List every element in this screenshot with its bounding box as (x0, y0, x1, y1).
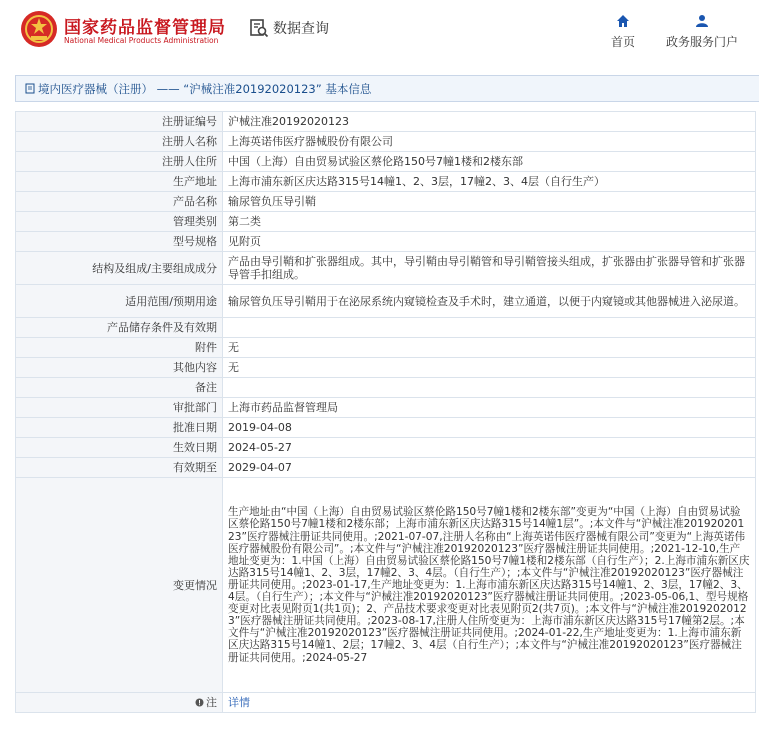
table-row (16, 418, 756, 438)
row-label: 产品名称 (16, 192, 223, 212)
row-value: 上海市药品监督管理局 (223, 398, 756, 418)
table-row (16, 112, 756, 132)
table-row (16, 458, 756, 478)
info-table (15, 111, 756, 713)
logo-title-cn[interactable]: 国家药品监督管理局 (64, 18, 226, 38)
logo-title-en[interactable]: National Medical Products Administration (64, 36, 219, 45)
row-value: 2019-04-08 (223, 418, 756, 438)
row-value: 上海市浦东新区庆达路315号14幢1、2、3层，17幢2、3、4层（自行生产） (223, 172, 756, 192)
row-label: 适用范围/预期用途 (16, 285, 223, 318)
row-value: 输尿管负压导引鞘 (223, 192, 756, 212)
nav-home-label: 首页 (611, 35, 636, 49)
table-row (16, 132, 756, 152)
home-icon (616, 14, 630, 28)
page-title: 境内医疗器械（注册） —— “沪械注准20192020123” 基本信息 (38, 81, 372, 96)
table-row (16, 232, 756, 252)
nav-home[interactable] (611, 14, 635, 50)
row-label: 结构及组成/主要组成成分 (16, 252, 223, 285)
table-row (16, 398, 756, 418)
table-row (16, 338, 756, 358)
row-value: 输尿管负压导引鞘用于在泌尿系统内窥镜检查及手术时，建立通道，以便于内窥镜或其他器械进入泌尿道。 (223, 285, 756, 318)
user-icon (695, 14, 709, 28)
row-label: 生效日期 (16, 438, 223, 458)
data-query-link[interactable] (249, 18, 329, 38)
row-label: 产品储存条件及有效期 (16, 318, 223, 338)
row-label: 注册人名称 (16, 132, 223, 152)
row-label: 管理类别 (16, 212, 223, 232)
row-value: 无 (223, 338, 756, 358)
table-row (16, 478, 756, 693)
table-row (16, 212, 756, 232)
row-label: 批准日期 (16, 418, 223, 438)
table-row (16, 318, 756, 338)
data-query-label: 数据查询 (273, 21, 329, 37)
row-value (223, 318, 756, 338)
table-row (16, 438, 756, 458)
row-value: 产品由导引鞘和扩张器组成。其中，导引鞘由导引鞘管和导引鞘管接头组成，扩张器由扩张器导管和扩张器导管手扣组成。 (223, 252, 756, 285)
details-link[interactable]: 详情 (228, 696, 250, 709)
note-icon (195, 698, 204, 707)
row-label: 其他内容 (16, 358, 223, 378)
row-value: 见附页 (223, 232, 756, 252)
nav-service-portal-label: 政务服务门户 (666, 35, 739, 49)
row-label: 注册人住所 (16, 152, 223, 172)
table-row (16, 152, 756, 172)
row-label: 变更情况 (16, 478, 223, 693)
row-label: 生产地址 (16, 172, 223, 192)
row-label: 型号规格 (16, 232, 223, 252)
table-row (16, 378, 756, 398)
table-row (16, 192, 756, 212)
row-value: 上海英诺伟医疗器械股份有限公司 (223, 132, 756, 152)
row-value: 中国（上海）自由贸易试验区蔡伦路150号7幢1楼和2楼东部 (223, 152, 756, 172)
nav-service-portal[interactable] (666, 14, 738, 50)
row-label: 审批部门 (16, 398, 223, 418)
table-row (16, 285, 756, 318)
row-value: 第二类 (223, 212, 756, 232)
row-label: 附件 (16, 338, 223, 358)
note-label: 注 (206, 696, 217, 709)
document-icon (25, 83, 36, 94)
note-label-cell (16, 693, 223, 713)
row-value: 沪械注准20192020123 (223, 112, 756, 132)
site-header (0, 0, 759, 63)
table-row (16, 358, 756, 378)
data-query-icon (249, 18, 269, 38)
table-row (16, 172, 756, 192)
row-value (223, 378, 756, 398)
national-emblem-icon (20, 10, 58, 48)
row-label: 备注 (16, 378, 223, 398)
page-title-bar (15, 75, 759, 102)
table-row (16, 693, 756, 713)
table-row (16, 252, 756, 285)
row-value: 无 (223, 358, 756, 378)
row-label: 有效期至 (16, 458, 223, 478)
change-history-value: 生产地址由“中国（上海）自由贸易试验区蔡伦路150号7幢1楼和2楼东部”变更为“中国（上海）自由贸易试验区蔡伦路150号7幢1楼和2楼东部；上海市浦东新区庆达路315号14幢1层”。;本文件与“沪械注准20192020123”医疗器械注册证共同使用。;2021-07-07,注册人名称由“上海英诺伟医疗器械有限公司”变更为“上海英诺伟医疗器械股份有限公司”。;本文件与“沪械注准20192020123”医疗器械注册证共同使用。;2021-12-10,生产地址变更为：1.中国（上海）自由贸易试验区蔡伦路150号7幢1楼和2楼东部（自行生产）；2.上海市浦东新区庆达路315号14幢1、2、3层，17幢2、3、4层。（自行生产）；;本文件与“沪械注准20192020123”医疗器械注册证共同使用。;2023-01-17,生产地址变更为：1.上海市浦东新区庆达路315号14幢1、2、3层，17幢2、3、4层。（自行生产）；;本文件与“沪械注准20192020123”医疗器械注册证共同使用。;2023-05-06,1、型号规格变更对比表见附页1(共1页)；2、产品技术要求变更对比表见附页2(共7页)。;本文件与“沪械注准20192020123”医疗器械注册证共同使用。;2023-08-17,注册人住所变更为：上海市浦东新区庆达路315号17幢第2层。;本文件与“沪械注准20192020123”医疗器械注册证共同使用。;2024-01-22,生产地址变更为：1.上海市浦东新区庆达路315号14幢1、2层；17幢2、3、4层（自行生产）；;本文件与“沪械注准20192020123”医疗器械注册证共同使用。;2024-05-27 (223, 478, 756, 693)
row-label: 注册证编号 (16, 112, 223, 132)
note-value-cell (223, 693, 756, 713)
row-value: 2024-05-27 (223, 438, 756, 458)
row-value: 2029-04-07 (223, 458, 756, 478)
